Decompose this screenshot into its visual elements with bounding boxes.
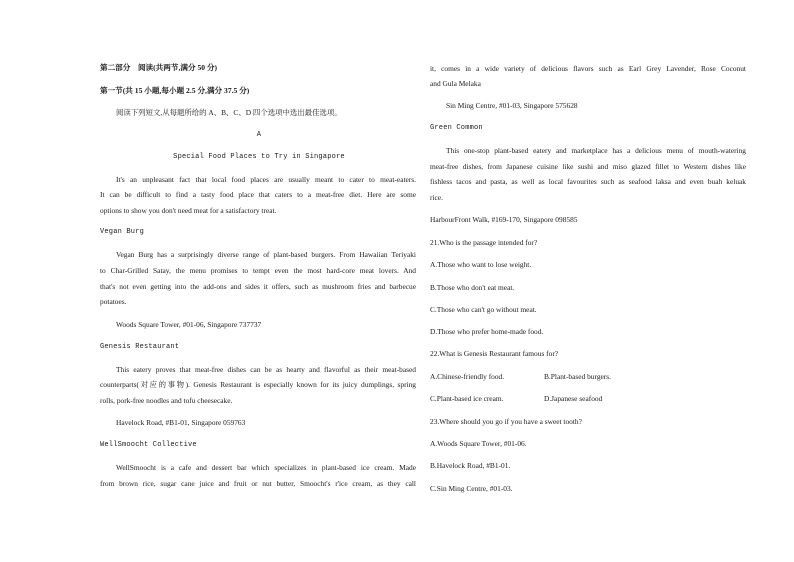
- intro-line-2: It can be difficult to find a tasty food place that caters to a meat-free diet. Here are some: [100, 190, 416, 199]
- genesis-line-2: counterparts(对应的事物). Genesis Restaurant is especially known for its juicy dumplings, spring: [100, 380, 416, 389]
- vegan-burg-line-4: potatoes.: [100, 297, 127, 306]
- q22-option-d: D.Japanese seafood: [544, 394, 603, 403]
- instruction: 阅读下列短文,从每题所给的 A、B、C、D 四个选项中选出最佳选项。: [116, 108, 342, 117]
- vegan-burg-address: Woods Square Tower, #01-06, Singapore 737737: [116, 320, 262, 329]
- q22-option-a: A.Chinese-friendly food.: [430, 372, 505, 381]
- q22-option-c: C.Plant-based ice cream.: [430, 394, 504, 403]
- wellsmoocht-line-2: from brown rice, sugar cane juice and fruit or nut butter, Smoocht's r'ice cream, as they call: [100, 479, 416, 488]
- intro-line-3: options to show you don't need meat for a satisfactory treat.: [100, 206, 277, 215]
- green-common-line-4: rice.: [430, 193, 443, 202]
- q23-option-b: B.Havelock Road, #B1-01.: [430, 461, 511, 470]
- passage-title: Special Food Places to Try in Singapore: [173, 153, 345, 161]
- wellsmoocht-name: WellSmoocht Collective: [100, 441, 197, 449]
- green-common-line-3: fishless tacos and pasta, as well as local favourites such as seafood laksa and even buah keluak: [430, 177, 746, 186]
- wellsmoocht-cont-line-1: it, comes in a wide variety of delicious flavors such as Earl Grey Lavender, Rose Coconut: [430, 64, 746, 73]
- wellsmoocht-cont-line-2: and Gula Melaka: [430, 79, 481, 88]
- part-title: 第一节(共 15 小题,每小题 2.5 分,满分 37.5 分): [100, 86, 250, 95]
- q21-option-b: B.Those who don't eat meat.: [430, 283, 515, 292]
- q21-option-d: D.Those who prefer home-made food.: [430, 327, 544, 336]
- wellsmoocht-line-1: WellSmoocht is a cafe and dessert bar which specializes in plant-based ice cream. Made: [116, 463, 416, 472]
- green-common-address: HarbourFront Walk, #169-170, Singapore 098585: [430, 215, 578, 224]
- wellsmoocht-address: Sin Ming Centre, #01-03, Singapore 575628: [446, 101, 578, 110]
- q22-option-b: B.Plant-based burgers.: [544, 372, 611, 381]
- green-common-line-2: meat-free dishes, from Japanese cuisine like sushi and miso glazed fillet to Western dishes like: [430, 162, 746, 171]
- q21-option-c: C.Those who can't go without meat.: [430, 305, 537, 314]
- green-common-name: Green Common: [430, 124, 483, 132]
- q21-stem: 21.Who is the passage intended for?: [430, 238, 538, 247]
- genesis-name: Genesis Restaurant: [100, 343, 180, 351]
- genesis-line-3: rolls, pork-free noodles and tofu cheesecake.: [100, 396, 233, 405]
- q23-stem: 23.Where should you go if you have a sweet tooth?: [430, 417, 582, 426]
- q21-option-a: A.Those who want to lose weight.: [430, 260, 532, 269]
- green-common-line-1: This one-stop plant-based eatery and marketplace has a delicious menu of mouth-watering: [446, 146, 746, 155]
- vegan-burg-line-3: that's not even getting into the add-ons and sides it offers, such as mushroom fries and barbecue: [100, 282, 416, 291]
- intro-line-1: It's an unpleasant fact that local food places are usually meant to cater to meat-eaters.: [116, 175, 416, 184]
- vegan-burg-name: Vegan Burg: [100, 228, 145, 236]
- genesis-line-1: This eatery proves that meat-free dishes can be as hearty and flavorful as their meat-based: [116, 365, 416, 374]
- section-title: 第二部分 阅读(共两节,满分 50 分): [100, 63, 218, 72]
- vegan-burg-line-2: to Char-Grilled Satay, the menu promises to tempt even the most hard-core meat lovers. And: [100, 266, 416, 275]
- vegan-burg-line-1: Vegan Burg has a surprisingly diverse range of plant-based burgers. From Hawaiian Teriyaki: [116, 250, 416, 259]
- q23-option-a: A.Woods Square Tower, #01-06.: [430, 439, 527, 448]
- passage-letter: A: [256, 131, 262, 139]
- q22-stem: 22.What is Genesis Restaurant famous for?: [430, 349, 559, 358]
- q23-option-c: C.Sin Ming Centre, #01-03.: [430, 484, 513, 493]
- genesis-address: Havelock Road, #B1-01, Singapore 059763: [116, 418, 246, 427]
